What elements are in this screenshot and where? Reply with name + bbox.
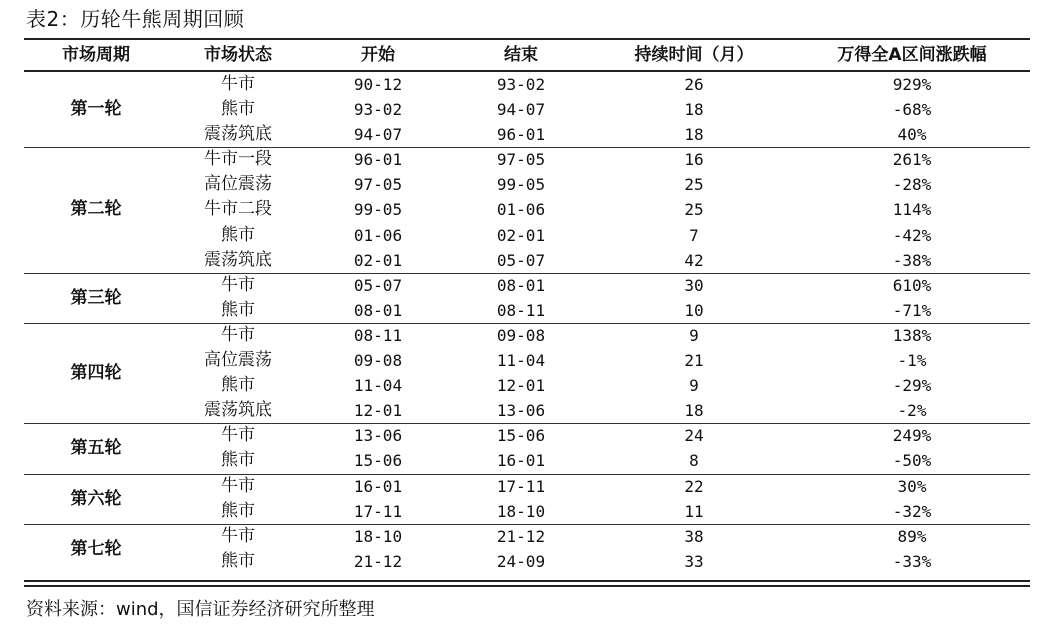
cell-duration: 9 <box>689 326 699 345</box>
cell-end: 08-01 <box>496 275 546 295</box>
cell-change: 89% <box>897 526 927 546</box>
cell-start: 16-01 <box>353 476 403 496</box>
cell-end: 94-07 <box>496 100 546 120</box>
cell-end: 96-01 <box>496 125 546 145</box>
cell-start: 94-07 <box>353 125 403 145</box>
cycle-label: 第三轮 <box>70 287 122 308</box>
cycle-label: 第七轮 <box>70 538 122 559</box>
cell-start: 01-06 <box>353 225 403 245</box>
table-row <box>0 524 1044 549</box>
cell-change: -29% <box>892 376 932 396</box>
cell-state: 熊市 <box>221 224 255 245</box>
cell-duration: 10 <box>684 300 704 320</box>
cell-duration: 30 <box>684 275 704 295</box>
cell-duration: 18 <box>684 125 704 145</box>
cell-end: 24-09 <box>496 551 546 571</box>
header-end: 结束 <box>504 45 538 65</box>
cell-change: -28% <box>892 175 932 195</box>
cycle-group <box>0 423 1044 473</box>
cell-duration: 38 <box>684 526 704 546</box>
cell-state: 牛市一段 <box>204 149 272 170</box>
cell-start: 21-12 <box>353 551 403 571</box>
cell-start: 08-11 <box>353 326 403 345</box>
cell-end: 18-10 <box>496 501 546 521</box>
cell-change: -71% <box>892 300 932 320</box>
header-duration: 持续时间（月） <box>634 45 754 65</box>
cell-end: 93-02 <box>496 75 546 94</box>
cycle-group <box>0 147 1044 273</box>
header-market-cycle: 市场周期 <box>62 45 130 65</box>
table-row <box>0 72 1044 97</box>
table-row <box>0 323 1044 348</box>
cell-change: 929% <box>892 75 932 94</box>
cell-change: 40% <box>897 125 927 145</box>
table-row <box>0 298 1044 323</box>
table-row <box>0 197 1044 222</box>
table-row <box>0 348 1044 373</box>
cell-end: 02-01 <box>496 225 546 245</box>
cell-change: -32% <box>892 501 932 521</box>
cell-change: -1% <box>897 351 927 371</box>
cell-change: -50% <box>892 451 932 471</box>
cell-state: 熊市 <box>221 375 255 396</box>
bottom-rule <box>24 580 1030 582</box>
cell-end: 05-07 <box>496 250 546 270</box>
cell-state: 牛市 <box>221 274 255 295</box>
cell-state: 牛市 <box>221 425 255 446</box>
cell-state: 牛市 <box>221 525 255 546</box>
cell-end: 17-11 <box>496 476 546 496</box>
cycle-group <box>0 273 1044 323</box>
table-row <box>0 448 1044 473</box>
cell-start: 97-05 <box>353 175 403 195</box>
cell-state: 震荡筑底 <box>204 400 272 421</box>
header-start: 开始 <box>361 45 395 65</box>
cell-change: 610% <box>892 275 932 295</box>
cell-start: 15-06 <box>353 451 403 471</box>
table-row <box>0 273 1044 298</box>
cell-start: 05-07 <box>353 275 403 295</box>
cell-change: 138% <box>892 326 932 345</box>
cell-start: 17-11 <box>353 501 403 521</box>
cell-change: 261% <box>892 150 932 170</box>
cell-start: 18-10 <box>353 526 403 546</box>
table-title: 表2：历轮牛熊周期回顾 <box>26 7 245 31</box>
table-row <box>0 499 1044 524</box>
cell-state: 牛市 <box>221 74 255 94</box>
cell-state: 熊市 <box>221 500 255 521</box>
cell-state: 高位震荡 <box>204 174 272 195</box>
cell-state: 震荡筑底 <box>204 124 272 145</box>
cell-duration: 42 <box>684 250 704 270</box>
cell-start: 02-01 <box>353 250 403 270</box>
table-row <box>0 97 1044 122</box>
cell-change: -2% <box>897 401 927 421</box>
cell-change: -38% <box>892 250 932 270</box>
cell-start: 08-01 <box>353 300 403 320</box>
cell-start: 13-06 <box>353 426 403 446</box>
cell-change: -68% <box>892 100 932 120</box>
header-change: 万得全A区间涨跌幅 <box>837 45 987 65</box>
table-header <box>0 40 1044 70</box>
cell-end: 15-06 <box>496 426 546 446</box>
cell-duration: 33 <box>684 551 704 571</box>
table-row <box>0 172 1044 197</box>
cell-end: 11-04 <box>496 351 546 371</box>
cell-start: 90-12 <box>353 75 403 94</box>
cycle-label: 第六轮 <box>70 488 122 509</box>
cell-end: 08-11 <box>496 300 546 320</box>
bottom-rule-double <box>24 585 1030 587</box>
cell-state: 牛市二段 <box>204 199 272 220</box>
table-row <box>0 248 1044 273</box>
cell-change: 30% <box>897 476 927 496</box>
cell-end: 21-12 <box>496 526 546 546</box>
cell-end: 13-06 <box>496 401 546 421</box>
header-market-state: 市场状态 <box>204 45 272 65</box>
cell-start: 93-02 <box>353 100 403 120</box>
table-row <box>0 223 1044 248</box>
cell-end: 97-05 <box>496 150 546 170</box>
cycle-label: 第五轮 <box>70 438 122 459</box>
cell-start: 99-05 <box>353 200 403 220</box>
cycle-group <box>0 323 1044 423</box>
cell-end: 01-06 <box>496 200 546 220</box>
cell-duration: 25 <box>684 200 704 220</box>
cell-end: 16-01 <box>496 451 546 471</box>
cell-duration: 18 <box>684 401 704 421</box>
table-body <box>0 72 1044 582</box>
cycle-group <box>0 524 1044 574</box>
cell-end: 09-08 <box>496 326 546 345</box>
cell-end: 12-01 <box>496 376 546 396</box>
cycle-label: 第二轮 <box>70 199 122 220</box>
cell-duration: 16 <box>684 150 704 170</box>
cell-state: 熊市 <box>221 99 255 120</box>
cell-duration: 9 <box>689 376 699 396</box>
cell-start: 12-01 <box>353 401 403 421</box>
cell-duration: 8 <box>689 451 699 471</box>
cell-duration: 22 <box>684 476 704 496</box>
cell-change: 249% <box>892 426 932 446</box>
table-row <box>0 474 1044 499</box>
cell-duration: 26 <box>684 75 704 94</box>
cell-start: 11-04 <box>353 376 403 396</box>
cell-duration: 7 <box>689 225 699 245</box>
cycle-label: 第四轮 <box>70 363 122 383</box>
cell-duration: 25 <box>684 175 704 195</box>
cell-state: 牛市 <box>221 325 255 345</box>
cell-state: 熊市 <box>221 550 255 571</box>
cell-state: 熊市 <box>221 299 255 320</box>
cell-state: 高位震荡 <box>204 350 272 371</box>
cell-change: 114% <box>892 200 932 220</box>
cell-start: 09-08 <box>353 351 403 371</box>
table-row <box>0 423 1044 448</box>
table-row <box>0 147 1044 172</box>
table-row <box>0 122 1044 147</box>
cycle-label: 第一轮 <box>70 99 122 119</box>
source-note: 资料来源：wind，国信证券经济研究所整理 <box>26 599 375 620</box>
cell-duration: 18 <box>684 100 704 120</box>
cell-change: -33% <box>892 551 932 571</box>
cell-change: -42% <box>892 225 932 245</box>
cell-state: 熊市 <box>221 450 255 471</box>
cell-state: 牛市 <box>221 475 255 496</box>
cell-duration: 24 <box>684 426 704 446</box>
cell-start: 96-01 <box>353 150 403 170</box>
cell-duration: 21 <box>684 351 704 371</box>
table-row <box>0 398 1044 423</box>
cell-end: 99-05 <box>496 175 546 195</box>
cell-state: 震荡筑底 <box>204 249 272 270</box>
cycle-group <box>0 72 1044 147</box>
cell-duration: 11 <box>684 501 704 521</box>
cycle-group <box>0 474 1044 524</box>
table-row <box>0 549 1044 574</box>
table-row <box>0 373 1044 398</box>
